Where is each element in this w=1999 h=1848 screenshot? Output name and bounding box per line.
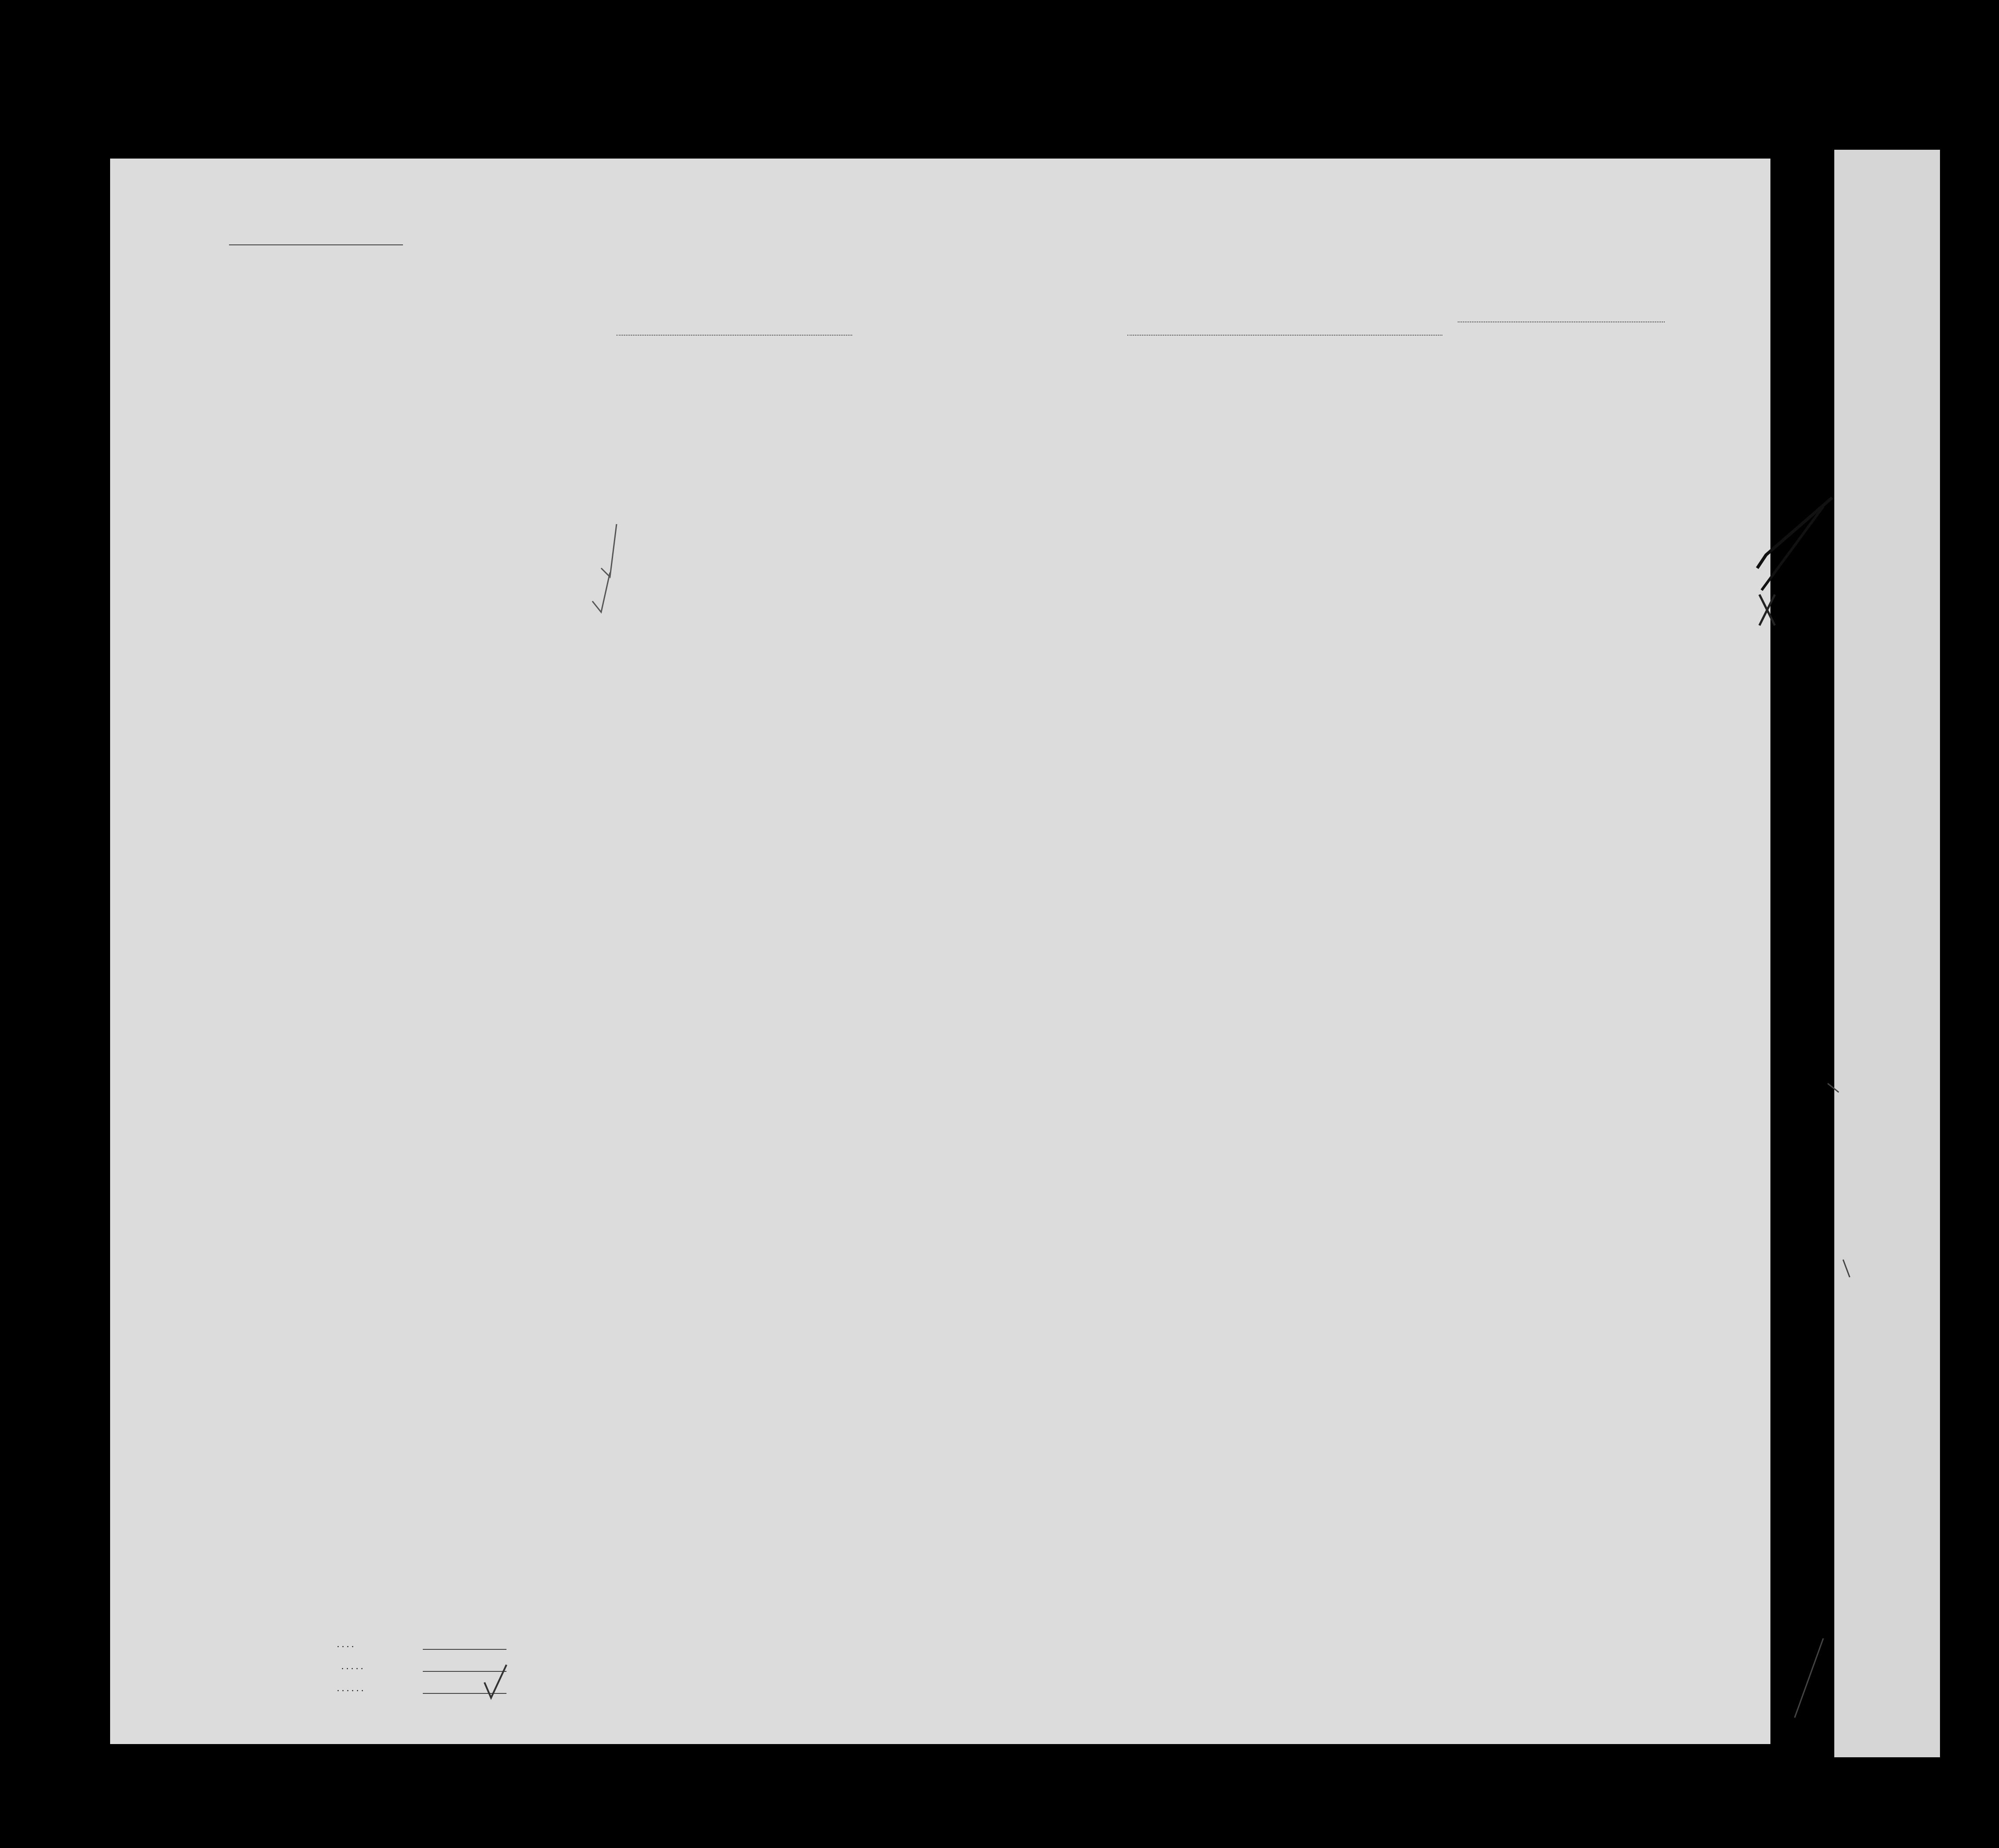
aliens-dots: . . . . . . <box>337 1682 364 1693</box>
citizens-dots: . . . . . <box>341 1660 363 1671</box>
total-dots: . . . . <box>337 1638 354 1649</box>
